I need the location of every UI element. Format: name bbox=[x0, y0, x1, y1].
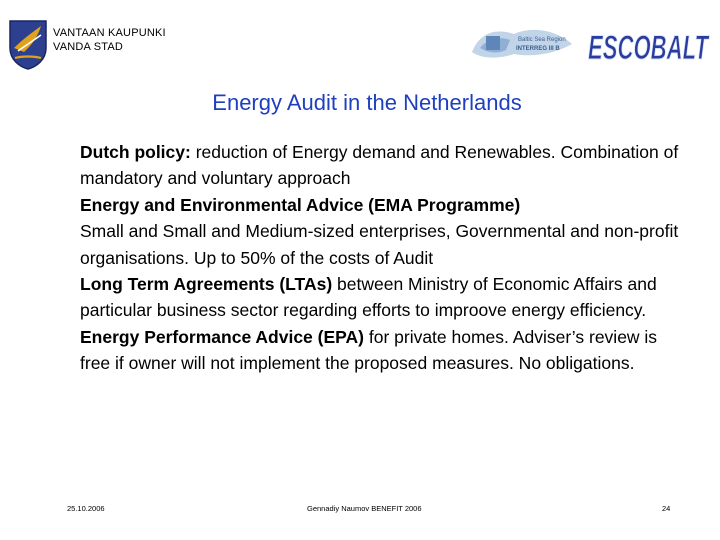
paragraph-ema-programme bbox=[80, 192, 690, 218]
slide-header bbox=[0, 0, 720, 80]
paragraph-heading: Dutch policy: bbox=[80, 142, 191, 162]
paragraph-long-term-agreements bbox=[80, 271, 690, 324]
paragraph-text: for private homes. Adviser’s review is free if owner will not implement the proposed measures. No obligations. bbox=[80, 326, 658, 374]
paragraph-sme-audit bbox=[80, 218, 690, 271]
escobalt-logo-text: ESCOBALT bbox=[588, 29, 711, 66]
slide-footer bbox=[0, 504, 720, 520]
vantaa-crest-icon bbox=[8, 18, 48, 70]
paragraph-text: Small and Small and Medium-sized enterprises, Governmental and non-profit organisations. Up to 50% of the costs of Audit bbox=[80, 221, 679, 268]
org-name-swedish: VANDA STAD bbox=[53, 41, 124, 53]
paragraph-text: between Ministry of Economic Affairs and particular business sector regarding efforts to improove energy efficiency. bbox=[80, 274, 657, 321]
paragraph-text: reduction of Energy demand and Renewables. Combination of mandatory and voluntary approach bbox=[80, 142, 679, 189]
paragraph-energy-performance-advice bbox=[80, 324, 690, 377]
organization-name bbox=[53, 26, 166, 54]
paragraph-heading: Long Term Agreements (LTAs) bbox=[80, 274, 333, 295]
escobalt-logo bbox=[584, 22, 712, 66]
footer-author: Gennadiy Naumov BENEFIT 2006 bbox=[307, 504, 422, 513]
interreg-logo bbox=[466, 22, 578, 62]
footer-page-number: 24 bbox=[662, 504, 671, 513]
paragraph-heading: Energy Performance Advice (EPA) bbox=[80, 326, 364, 347]
interreg-program-text: INTERREG III B bbox=[516, 46, 560, 52]
paragraph-heading: Energy and Environmental Advice (EMA Programme) bbox=[80, 194, 521, 215]
footer-date: 25.10.2006 bbox=[67, 504, 105, 513]
org-name-finnish: VANTAAN KAUPUNKI bbox=[53, 27, 166, 39]
slide-body bbox=[80, 139, 690, 377]
slide-title: Energy Audit in the Netherlands bbox=[212, 90, 522, 115]
paragraph-dutch-policy bbox=[80, 139, 690, 192]
interreg-region-text: Baltic Sea Region bbox=[518, 37, 566, 43]
